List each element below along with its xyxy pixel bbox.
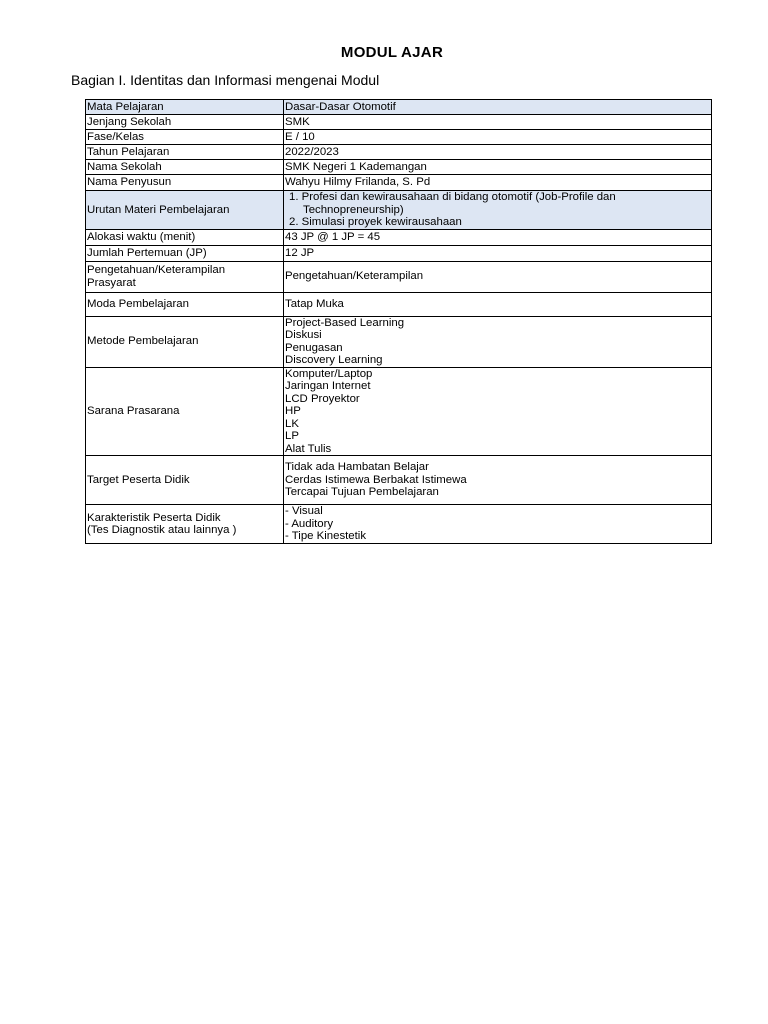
row-jenjang-sekolah [86, 115, 712, 130]
karakteristik-label [86, 505, 284, 544]
metode-item: Diskusi [285, 329, 322, 341]
urutan-materi-item: 2. Simulasi proyek kewirausahaan [289, 216, 462, 228]
karakteristik-item: - Tipe Kinestetik [285, 530, 367, 543]
moda-pembelajaran-label: Moda Pembelajaran [86, 292, 284, 316]
alokasi-waktu-label: Alokasi waktu (menit) [86, 229, 284, 245]
jumlah-pertemuan-value: 12 JP [284, 245, 712, 261]
row-alokasi-waktu [86, 229, 712, 245]
nama-penyusun-label: Nama Penyusun [86, 175, 284, 191]
sarana-item: Jaringan Internet [285, 380, 371, 392]
metode-item: Discovery Learning [285, 354, 383, 366]
jenjang-sekolah-label: Jenjang Sekolah [86, 115, 284, 130]
jenjang-sekolah-value: SMK [284, 115, 712, 130]
target-item: Tercapai Tujuan Pembelajaran [285, 486, 439, 499]
sarana-prasarana-value [284, 367, 712, 456]
row-tahun-pelajaran [86, 145, 712, 160]
urutan-materi-list [285, 191, 711, 229]
urutan-materi-item: 1. Profesi dan kewirausahaan di bidang otomotif (Job-Profile dan Technopreneurship) [289, 191, 616, 216]
row-urutan-materi [86, 191, 712, 230]
jumlah-pertemuan-label: Jumlah Pertemuan (JP) [86, 245, 284, 261]
module-identity-table [85, 99, 712, 544]
sarana-prasarana-label: Sarana Prasarana [86, 367, 284, 456]
urutan-materi-value [284, 191, 712, 230]
mata-pelajaran-value: Dasar-Dasar Otomotif [284, 100, 712, 115]
metode-item: Penugasan [285, 341, 343, 354]
sarana-item: LCD Proyektor [285, 392, 360, 405]
prasyarat-value: Pengetahuan/Keterampilan [284, 261, 712, 292]
row-target-peserta-didik [86, 456, 712, 505]
fase-kelas-value: E / 10 [284, 130, 712, 145]
document-title: MODUL AJAR [340, 44, 444, 61]
metode-pembelajaran-value [284, 316, 712, 367]
karakteristik-item: - Auditory [285, 517, 334, 530]
nama-sekolah-value: SMK Negeri 1 Kademangan [284, 160, 712, 175]
row-sarana-prasarana [86, 367, 712, 456]
prasyarat-label-line: Prasyarat [87, 276, 136, 289]
sarana-item: HP [285, 405, 301, 417]
urutan-materi-label: Urutan Materi Pembelajaran [86, 191, 284, 230]
row-fase-kelas [86, 130, 712, 145]
metode-item: Project-Based Learning [285, 316, 405, 329]
prasyarat-label-line: Pengetahuan/Keterampilan [87, 264, 226, 276]
fase-kelas-label: Fase/Kelas [86, 130, 284, 145]
moda-pembelajaran-value: Tatap Muka [284, 292, 712, 316]
row-nama-sekolah [86, 160, 712, 175]
karakteristik-value [284, 505, 712, 544]
target-peserta-didik-value [284, 456, 712, 505]
tahun-pelajaran-label: Tahun Pelajaran [86, 145, 284, 160]
target-peserta-didik-label: Target Peserta Didik [86, 456, 284, 505]
karakteristik-label-line: (Tes Diagnostik atau lainnya ) [87, 524, 237, 536]
row-nama-penyusun [86, 175, 712, 191]
alokasi-waktu-value: 43 JP @ 1 JP = 45 [284, 229, 712, 245]
row-metode-pembelajaran [86, 316, 712, 367]
nama-penyusun-value: Wahyu Hilmy Frilanda, S. Pd [284, 175, 712, 191]
row-karakteristik-peserta-didik [86, 505, 712, 544]
sarana-item: LP [285, 430, 299, 442]
sarana-item: LK [285, 417, 299, 430]
karakteristik-item: - Visual [285, 505, 323, 518]
section-heading: Bagian I. Identitas dan Informasi mengenai Modul [71, 72, 380, 88]
prasyarat-label [86, 261, 284, 292]
row-mata-pelajaran [86, 100, 712, 115]
tahun-pelajaran-value: 2022/2023 [284, 145, 712, 160]
target-item: Tidak ada Hambatan Belajar [285, 461, 429, 474]
metode-pembelajaran-label: Metode Pembelajaran [86, 316, 284, 367]
mata-pelajaran-label: Mata Pelajaran [86, 100, 284, 115]
row-prasyarat [86, 261, 712, 292]
karakteristik-label-line: Karakteristik Peserta Didik [87, 511, 221, 524]
row-moda-pembelajaran [86, 292, 712, 316]
sarana-item: Komputer/Laptop [285, 367, 373, 380]
target-item: Cerdas Istimewa Berbakat Istimewa [285, 473, 467, 486]
nama-sekolah-label: Nama Sekolah [86, 160, 284, 175]
row-jumlah-pertemuan [86, 245, 712, 261]
sarana-item: Alat Tulis [285, 442, 332, 455]
